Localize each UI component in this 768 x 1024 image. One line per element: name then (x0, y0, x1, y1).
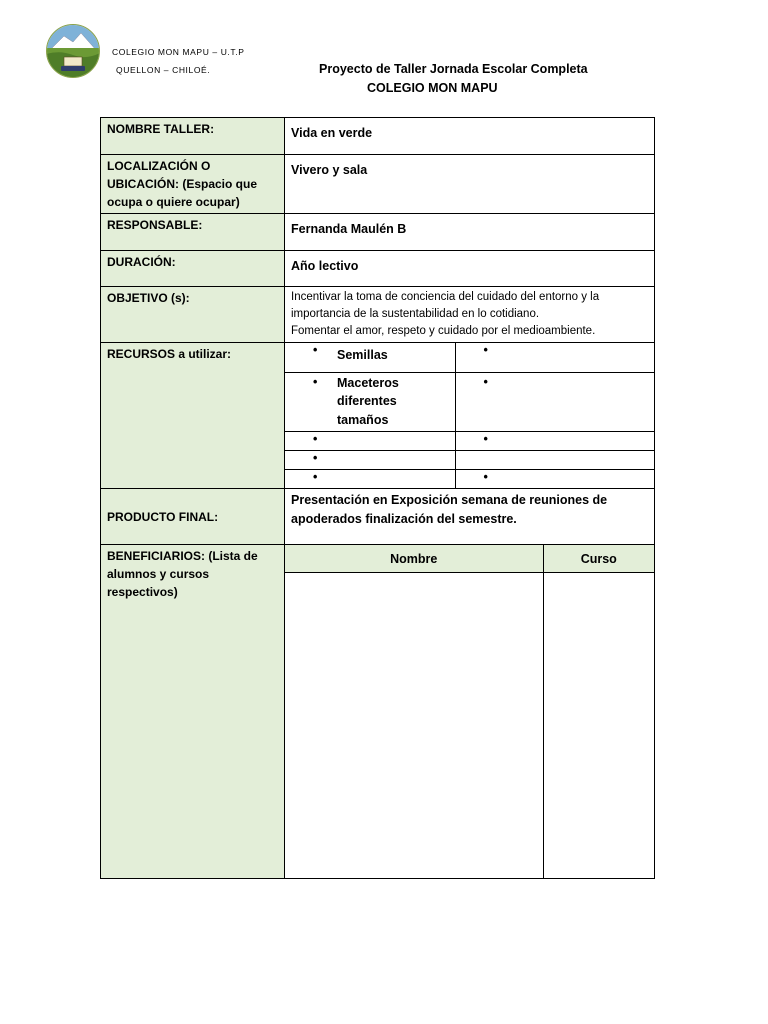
recursos-table (285, 343, 654, 488)
recurso-row (285, 469, 654, 488)
objetivo-line-2: Fomentar el amor, respeto y cuidado por el medioambiente. (291, 325, 596, 337)
recurso-item (508, 373, 649, 389)
recursos-label: RECURSOS a utilizar: (101, 343, 285, 489)
responsable-value: Fernanda Maulén B (285, 214, 655, 251)
nombre-cell (285, 573, 543, 878)
bullet-icon: • (313, 343, 318, 357)
producto-final-label: PRODUCTO FINAL: (101, 489, 285, 545)
objetivo-label: OBJETIVO (s): (101, 287, 285, 343)
localizacion-value: Vivero y sala (285, 155, 655, 214)
bullet-icon: • (483, 374, 488, 389)
form-row-responsable (101, 214, 655, 251)
duracion-label: DURACIÓN: (101, 251, 285, 287)
school-location-line: QUELLON – CHILOÉ. (116, 65, 211, 75)
form-row-localizacion (101, 155, 655, 214)
bullet-icon: • (483, 469, 488, 484)
recurso-item (337, 470, 449, 484)
bullet-icon: • (313, 450, 318, 465)
curso-cell (543, 573, 654, 878)
form-row-objetivo (101, 287, 655, 343)
bullet-icon: • (313, 469, 318, 484)
bullet-icon: • (313, 431, 318, 446)
form-row-producto-final (101, 489, 655, 545)
form-row-duracion (101, 251, 655, 287)
beneficiarios-label: BENEFICIARIOS: (Lista de alumnos y cursos respectivos) (101, 545, 285, 879)
page-title: Proyecto de Taller Jornada Escolar Completa (319, 62, 588, 76)
objetivo-line-1: Incentivar la toma de conciencia del cuidado del entorno y la importancia de la sustentabilidad en lo cotidiano. (291, 291, 600, 320)
responsable-label: RESPONSABLE: (101, 214, 285, 251)
recursos-list (285, 343, 655, 489)
objetivo-value (285, 287, 655, 343)
page-subtitle: COLEGIO MON MAPU (367, 81, 498, 95)
recurso-row (285, 343, 654, 372)
recurso-row (285, 372, 654, 431)
nombre-taller-label: NOMBRE TALLER: (101, 118, 285, 155)
recurso-item (508, 343, 649, 357)
producto-final-value: Presentación en Exposición semana de reuniones de apoderados finalización del semestre. (285, 489, 655, 545)
recurso-item (508, 470, 649, 484)
localizacion-label: LOCALIZACIÓN O UBICACIÓN: (Espacio que ocupa o quiere ocupar) (101, 155, 285, 214)
recurso-item (337, 451, 449, 465)
column-header-curso: Curso (543, 545, 654, 573)
form-row-recursos (101, 343, 655, 489)
school-name-line: COLEGIO MON MAPU – U.T.P (112, 47, 245, 57)
recurso-item (337, 432, 449, 446)
bullet-icon: • (483, 431, 488, 446)
recurso-item (508, 432, 649, 446)
school-crest-icon (46, 24, 100, 78)
bullet-icon: • (313, 374, 318, 389)
beneficiarios-table (285, 545, 654, 878)
column-header-nombre: Nombre (285, 545, 543, 573)
beneficiarios-list (285, 545, 655, 879)
recurso-item: Maceteros diferentes tamaños (337, 375, 399, 427)
recurso-row (285, 450, 654, 469)
workshop-form-table (100, 117, 655, 879)
form-row-beneficiarios (101, 545, 655, 879)
beneficiarios-empty-row (285, 573, 654, 878)
bullet-icon: • (483, 343, 488, 357)
recurso-item: Semillas (337, 348, 388, 362)
duracion-value: Año lectivo (285, 251, 655, 287)
recurso-row (285, 431, 654, 450)
form-row-nombre-taller (101, 118, 655, 155)
nombre-taller-value: Vida en verde (285, 118, 655, 155)
